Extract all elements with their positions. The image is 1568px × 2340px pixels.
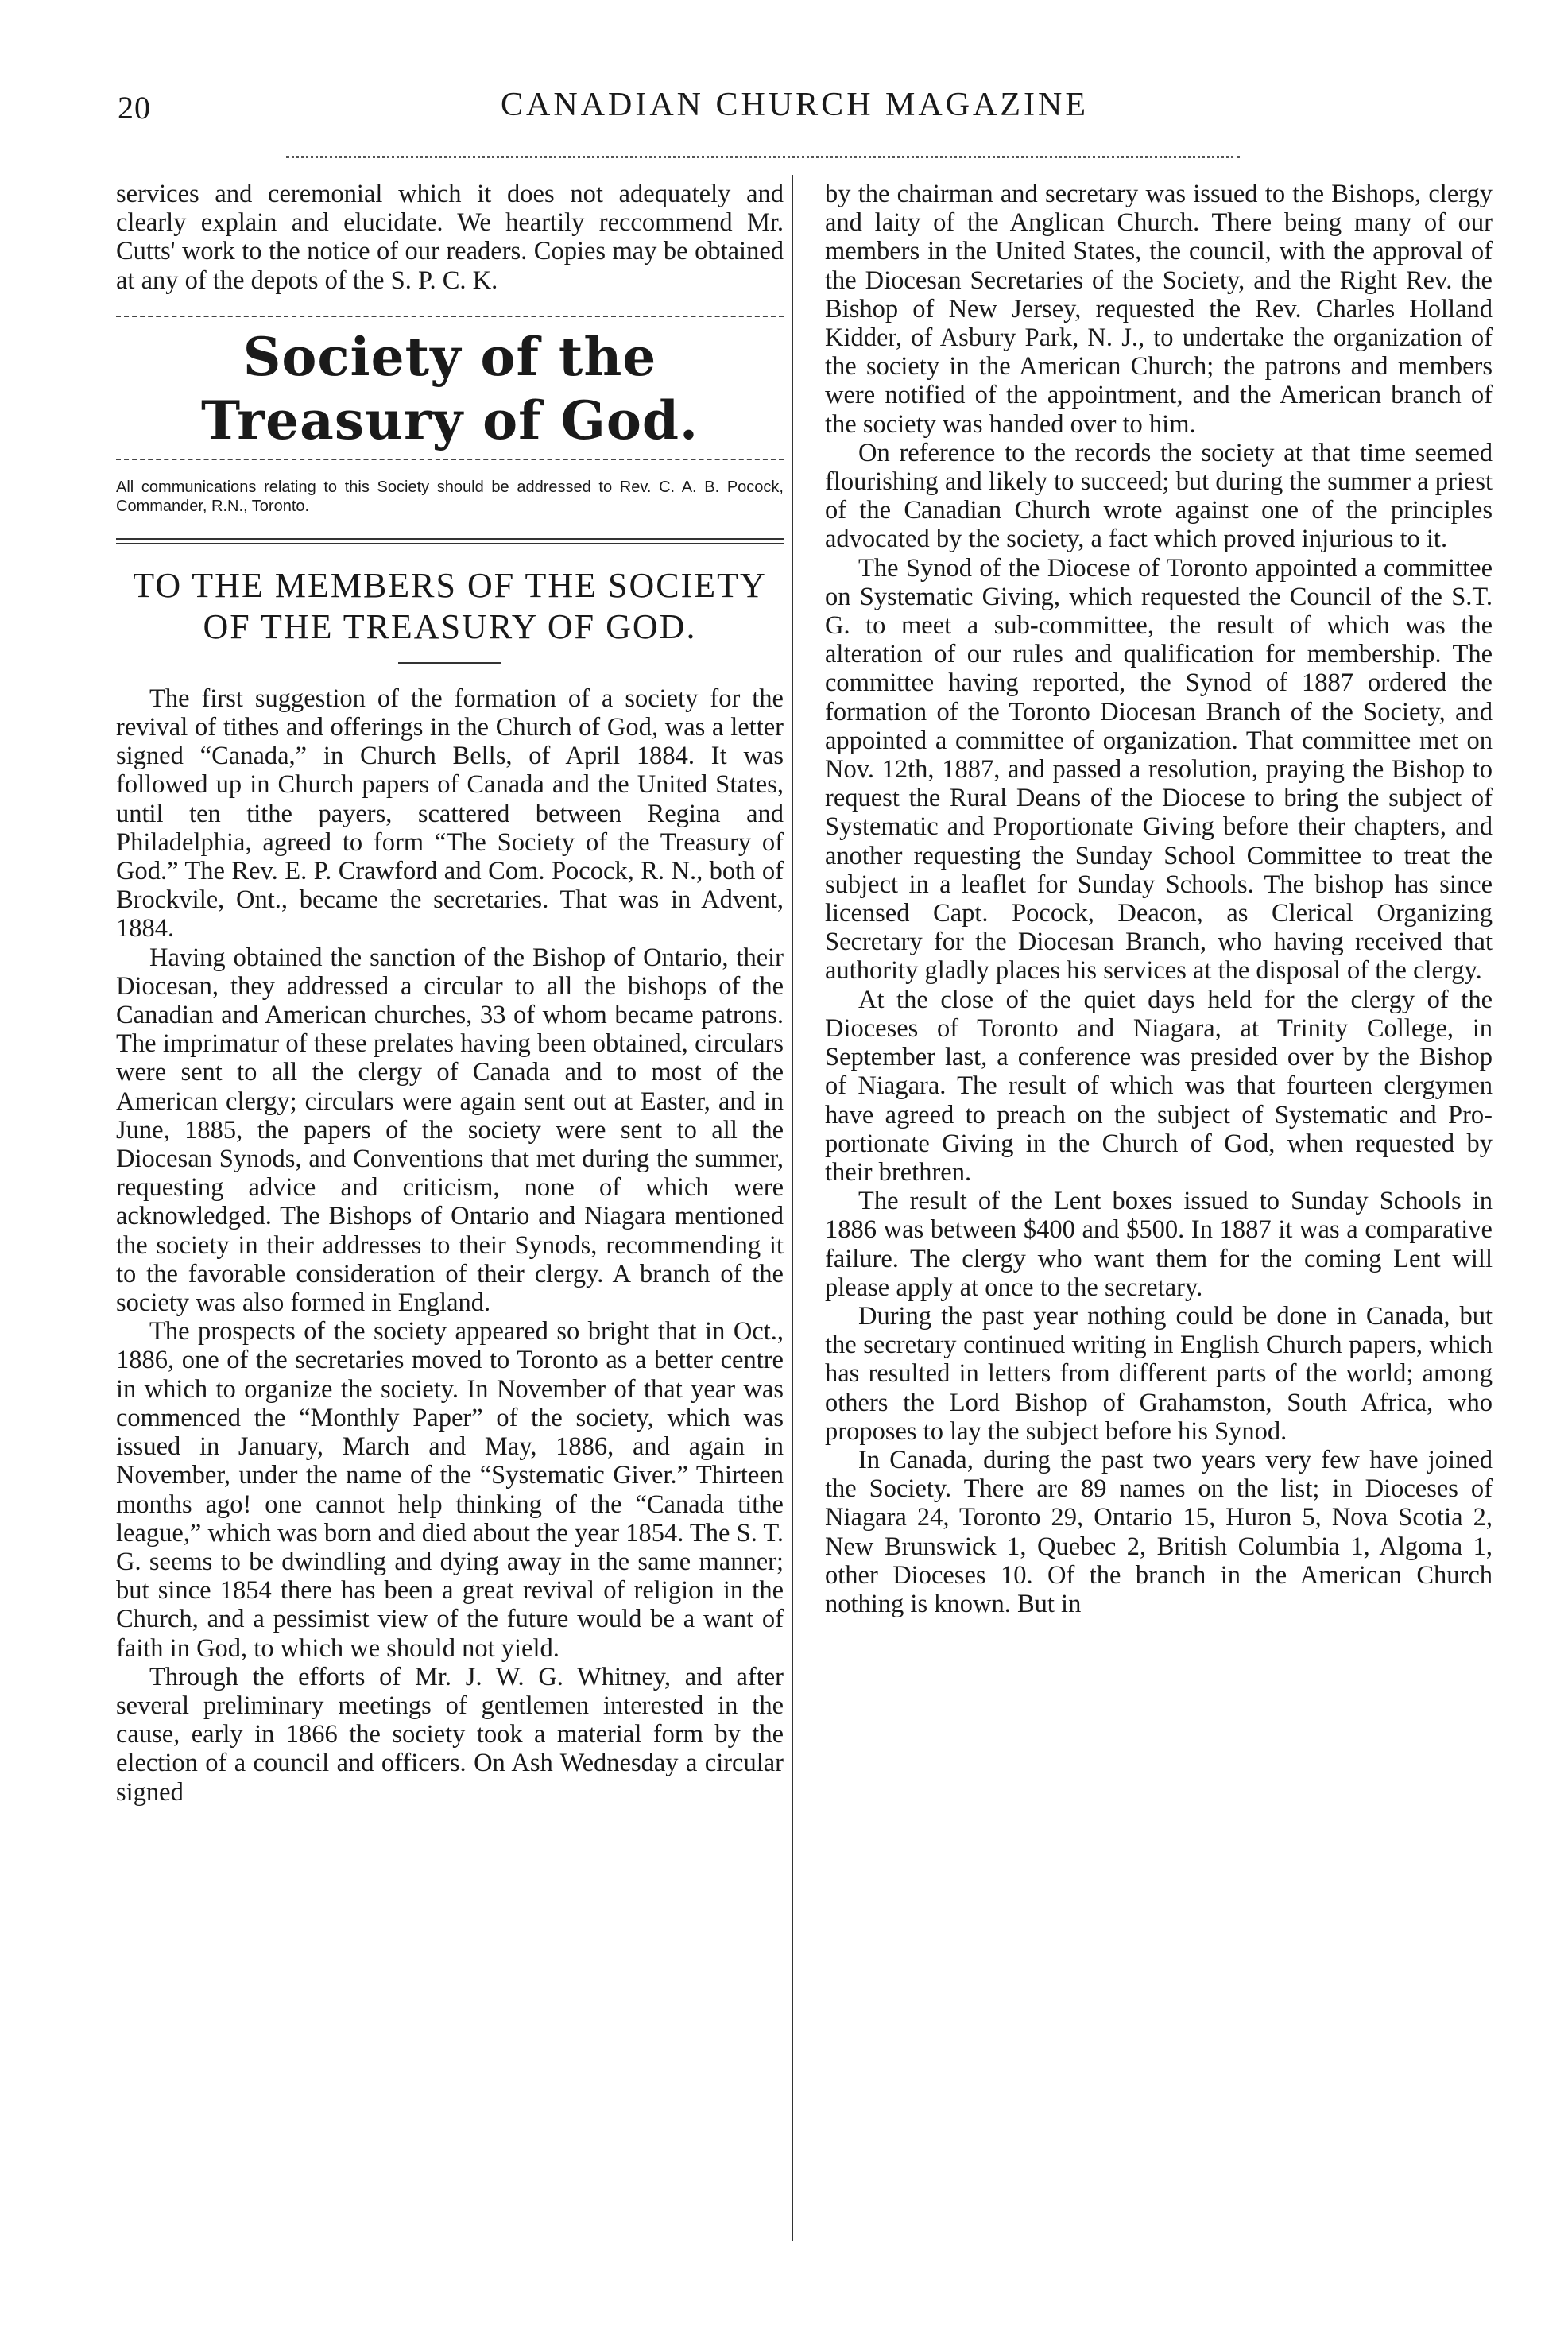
article-title: TO THE MEMBERS OF THE SOCIETY OF THE TREASURY OF GOD. xyxy=(133,565,767,646)
section-rule-top xyxy=(116,316,784,317)
article-paragraph: Through the efforts of Mr. J. W. G. Whitney, and after several preliminary meetings of gentlemen interested in the cause, early in 1866 the society took a material form by the election of a council and officers. On Ash Wednesday a circular signed xyxy=(116,1662,784,1807)
society-notice: All communications relating to this Society should be addressed to Rev. C. A. B. Pocock, Commander, R.N., Toronto. xyxy=(116,478,784,515)
header-rule xyxy=(286,156,1240,158)
article-paragraph: The Synod of the Diocese of Toronto appointed a committee on Systematic Giving, which requested the Council of the S.T. G. to meet a sub-committee, the result of which was the alteration of our rules and qualification for membership. The committee having reported, the Synod of 1887 ordered the formation of the Toronto Diocesan Branch of the Society, and appointed a committee of organization. That committee met on Nov. 12th, 1887, and passed a resolution, praying the Bishop to request the Rural Deans of the Diocese to bring the subject of Systematic and Proportionate Giving before their chapters, and another requesting the Sunday School Committee to treat the subject in a leaflet for Sunday Schools. The bishop has since licensed Capt. Pocock, Deacon, as Clerical Organizing Secretary for the Diocesan Branch, who having received that authority gladly places his services at the disposal of the clergy. xyxy=(825,553,1493,986)
article-paragraph: The prospects of the society appeared so bright that in Oct., 1886, one of the secretaries moved to Toronto as a better centre in which to organize the society. In November of that year was commenced the “Monthly Paper” of the society, which was issued in January, March and May, 1886, and again in November, under the name of the “Systematic Giver.” Thirteen months ago! one cannot help thinking of the “Canada tithe league,” which was born and died about the year 1854. The S. T. G. seems to be dwindling and dying away in the same manner; but since 1854 there has been a great revival of religion in the Church, and a pessimist view of the future would be a want of faith in God, to which we should not yield. xyxy=(116,1317,784,1663)
article-paragraph: In Canada, during the past two years very few have joined the Society. There are 89 names on the list; in Dioceses of Niagara 24, Toronto 29, Ontario 15, Huron 5, Nova Scotia 2, New Brunswick 1, Quebec 2, British Columbia 1, Algoma 1, other Dioceses 10. Of the branch in the American Church nothing is known. But in xyxy=(825,1445,1493,1618)
section-heading: Society of the Treasury of God. xyxy=(201,325,699,451)
page-number: 20 xyxy=(118,90,151,126)
article-paragraph: by the chairman and secretary was issued to the Bishops, clergy and laity of the Anglican Church. There being many of our members in the United States, the council, with the approval of the Diocesan Secretaries of the Society, and the Right Rev. the Bishop of New Jersey, requested the Rev. Charles Holland Kidder, of Asbury Park, N. J., to undertake the organization of the society in the American Church; the patrons and members were notified of the appointment, and the American branch of the society was handed over to him. xyxy=(825,180,1493,439)
left-column xyxy=(116,180,784,1807)
section-rule-bottom xyxy=(116,459,784,460)
column-divider xyxy=(792,175,793,2241)
running-title: CANADIAN CHURCH MAGAZINE xyxy=(501,87,1089,123)
article-paragraph: During the past year nothing could be done in Canada, but the secretary continued writing in English Church papers, which has resulted in letters from different parts of the world; among others the Lord Bishop of Grahamston, South Africa, who proposes to lay the subject before his Synod. xyxy=(825,1301,1493,1446)
intro-paragraph: services and ceremonial which it does not adequately and clearly explain and elucidate. We heartily reccommend Mr. Cutts' work to the notice of our readers. Copies may be obtained at any of the depots of the S. P. C. K. xyxy=(116,180,784,295)
article-rule xyxy=(116,538,784,544)
article-paragraph: At the close of the quiet days held for the clergy of the Dioceses of Toronto and Niagara, at Trinity College, in September last, a conference was presided over by the Bishop of Niagara. The result of which was that fourteen clergymen have agreed to preach on the subject of Systematic and Proportionate Giving in the Church of God, when requested by their brethren. xyxy=(825,985,1493,1187)
article-paragraph: The first suggestion of the formation of a society for the revival of tithes and offerings in the Church of God, was a letter signed “Canada,” in Church Bells, of April 1884. It was followed up in Church papers of Canada and the United States, until ten tithe payers, scattered between Regina and Philadelphia, agreed to form “The Society of the Treasury of God.” The Rev. E. P. Crawford and Com. Pocock, R. N., both of Brockvile, Ont., became the secretaries. That was in Advent, 1884. xyxy=(116,684,784,943)
article-paragraph: On reference to the records the society at that time seemed flourishing and likely to succeed; but during the summer a priest of the Canadian Church wrote against one of the principles advocated by the society, a fact which proved injurious to it. xyxy=(825,438,1493,554)
article-paragraph: Having obtained the sanction of the Bishop of Ontario, their Diocesan, they addressed a circular to all the bishops of the Canadian and American churches, 33 of whom became patrons. The imprimatur of these prelates having been obtained, circulars were sent to all the clergy of Canada and to most of the American clergy; circulars were again sent out at Easter, and in June, 1885, the papers of the society were sent to all the Diocesan Synods, and Conventions that met during the summer, requesting advice and criticism, none of which were acknowledged. The Bishops of Ontario and Niagara mentioned the society in their addresses to their Synods, recommending it to the favorable consideration of their clergy. A branch of the society was also formed in England. xyxy=(116,943,784,1318)
title-underline xyxy=(398,662,501,664)
right-column xyxy=(825,180,1493,1618)
article-paragraph: The result of the Lent boxes issued to Sunday Schools in 1886 was between $400 and $500. In 1887 it was a comparative failure. The clergy who want them for the coming Lent will please apply at once to the secretary. xyxy=(825,1187,1493,1302)
